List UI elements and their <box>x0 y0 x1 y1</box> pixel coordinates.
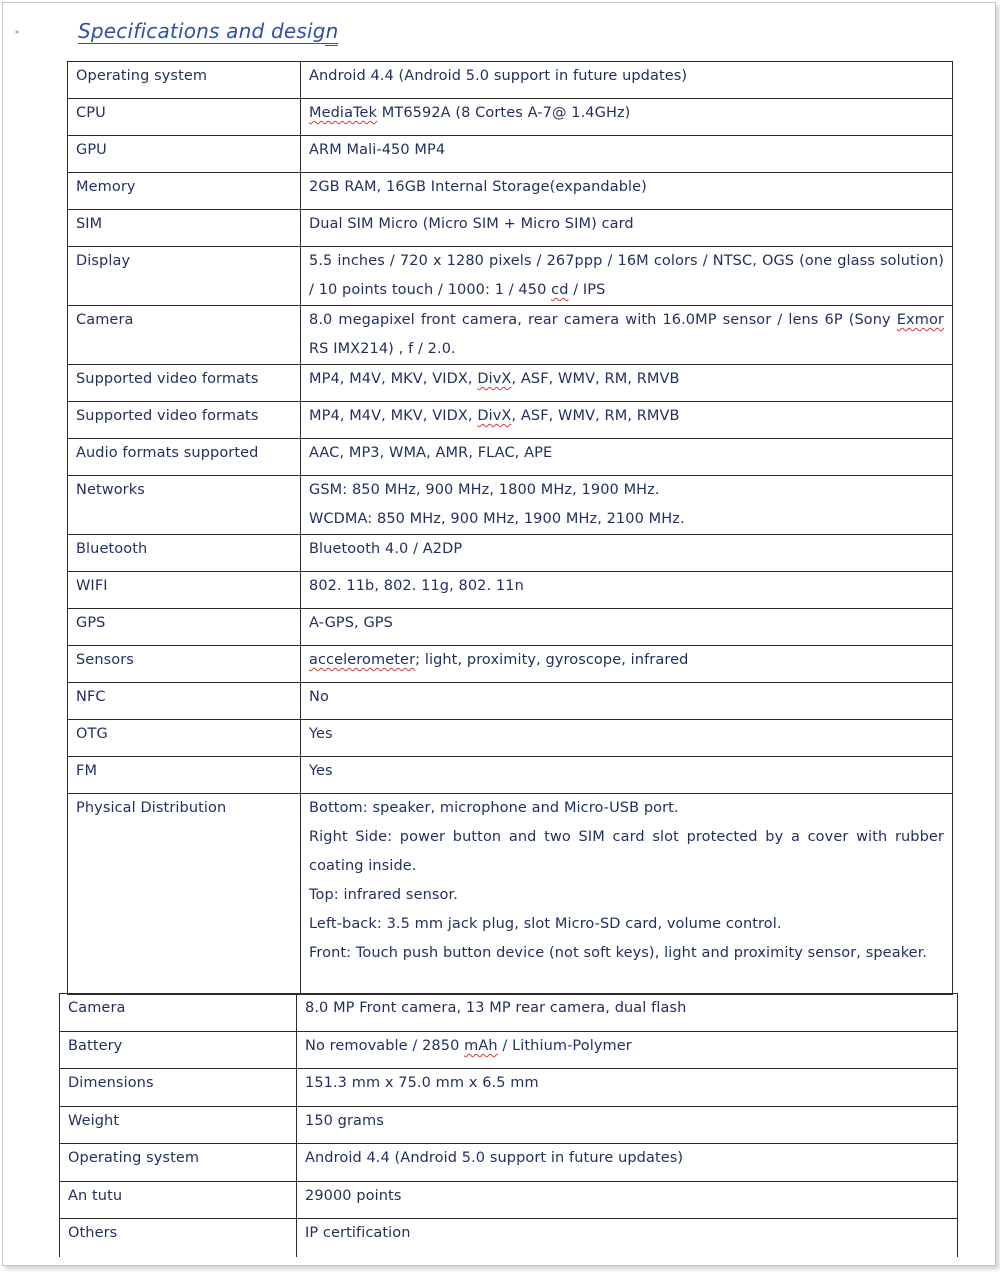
table-row <box>68 247 953 306</box>
spec-value <box>301 646 953 683</box>
title-underline <box>325 45 338 46</box>
spec-value <box>301 402 953 439</box>
spec-label: Networks <box>68 476 301 535</box>
spec-value-line: Front: Touch push button device (not soft keys), light and proximity sensor, speaker. <box>309 945 928 961</box>
spec-value: Yes <box>301 757 953 794</box>
table-row <box>60 1032 958 1069</box>
table-row <box>60 1107 958 1144</box>
spec-value-line: Bottom: speaker, microphone and Micro-USB port. <box>309 800 679 816</box>
table-row <box>60 1182 958 1219</box>
spec-label: NFC <box>68 683 301 720</box>
table-row <box>68 476 953 535</box>
spec-value-line: GSM: 850 MHz, 900 MHz, 1800 MHz, 1900 MHz. <box>309 482 660 498</box>
spec-label: Battery <box>60 1032 297 1069</box>
spec-value <box>301 306 953 365</box>
spell-flagged-word: mAh <box>464 1038 498 1054</box>
spec-value: Android 4.4 (Android 5.0 support in future updates) <box>301 62 953 99</box>
spec-value: No <box>301 683 953 720</box>
spec-value: Android 4.4 (Android 5.0 support in future updates) <box>297 1144 958 1182</box>
table-row <box>60 994 958 1032</box>
table-row <box>68 365 953 402</box>
spec-label: WIFI <box>68 572 301 609</box>
spec-label: CPU <box>68 99 301 136</box>
spell-flagged-word: cd <box>551 282 569 298</box>
spec-label: Memory <box>68 173 301 210</box>
spec-value-line: Right Side: power button and two SIM card slot protected by a cover with rubber coating inside. <box>309 829 944 874</box>
table-row <box>68 210 953 247</box>
table-row <box>68 99 953 136</box>
table-row <box>68 136 953 173</box>
table-row <box>68 720 953 757</box>
spec-value-line: WCDMA: 850 MHz, 900 MHz, 1900 MHz, 2100 MHz. <box>309 511 685 527</box>
spec-value: Yes <box>301 720 953 757</box>
page-title: Specifications and design <box>78 19 339 43</box>
spec-value: IP certification <box>297 1219 958 1257</box>
table-row <box>68 794 953 995</box>
table-row <box>68 572 953 609</box>
spec-label: Weight <box>60 1107 297 1144</box>
table-row <box>68 683 953 720</box>
spec-value: 150 grams <box>297 1107 958 1144</box>
spec-value-text: 8.0 megapixel front camera, rear camera with 16.0MP sensor / lens 6P (Sony <box>309 312 897 328</box>
spec-value: 802. 11b, 802. 11g, 802. 11n <box>301 572 953 609</box>
spec-label: Bluetooth <box>68 535 301 572</box>
spec-value-text: 5.5 inches / 720 x 1280 pixels / 267ppp / 16M colors / NTSC, OGS (one glass solution) / 10 points touch / 1000: 1 / 450 <box>309 253 944 298</box>
table-row <box>68 646 953 683</box>
table-row <box>68 306 953 365</box>
spec-value-text: No removable / 2850 <box>305 1038 465 1054</box>
spec-label: SIM <box>68 210 301 247</box>
spec-value: Dual SIM Micro (Micro SIM + Micro SIM) card <box>301 210 953 247</box>
spec-value: 2GB RAM, 16GB Internal Storage(expandable) <box>301 173 953 210</box>
spec-value-text: , ASF, WMV, RM, RMVB <box>511 371 680 387</box>
stray-mark: * <box>15 29 19 38</box>
spec-value <box>301 99 953 136</box>
spec-label: Operating system <box>68 62 301 99</box>
table-row <box>68 757 953 794</box>
spell-flagged-word: Exmor <box>896 312 944 328</box>
table-row <box>68 62 953 99</box>
spec-label: Audio formats supported <box>68 439 301 476</box>
spec-value-text: , ASF, WMV, RM, RMVB <box>511 408 680 424</box>
spec-value-text: MP4, M4V, MKV, VIDX, <box>309 408 478 424</box>
spec-value-text: MT6592A (8 Cortes A-7@ 1.4GHz) <box>377 105 631 121</box>
spec-value <box>297 1032 958 1069</box>
spell-flagged-word: accelerometer <box>309 652 416 668</box>
spec-value <box>301 794 953 995</box>
spec-value-text: RS IMX214) , f / 2.0. <box>309 341 456 357</box>
extra-spec-table <box>59 993 958 1257</box>
spec-value: 151.3 mm x 75.0 mm x 6.5 mm <box>297 1069 958 1107</box>
spec-label: Dimensions <box>60 1069 297 1107</box>
spec-value-line: Left-back: 3.5 mm jack plug, slot Micro-SD card, volume control. <box>309 916 782 932</box>
spec-label: OTG <box>68 720 301 757</box>
spec-value: Bluetooth 4.0 / A2DP <box>301 535 953 572</box>
spec-value-text: MP4, M4V, MKV, VIDX, <box>309 371 478 387</box>
spec-label: Display <box>68 247 301 306</box>
table-row <box>68 535 953 572</box>
spec-label: Supported video formats <box>68 402 301 439</box>
spec-value-text: / IPS <box>568 282 606 298</box>
table-row <box>60 1069 958 1107</box>
spec-value: ARM Mali-450 MP4 <box>301 136 953 173</box>
spec-label: GPS <box>68 609 301 646</box>
spec-value-text: ; light, proximity, gyroscope, infrared <box>415 652 689 668</box>
spec-value-line: Top: infrared sensor. <box>309 887 458 903</box>
spec-table <box>67 61 953 995</box>
spec-label: Physical Distribution <box>68 794 301 995</box>
spec-value: 8.0 MP Front camera, 13 MP rear camera, dual flash <box>297 994 958 1032</box>
table-row <box>68 439 953 476</box>
spec-label: Others <box>60 1219 297 1257</box>
table-row <box>68 609 953 646</box>
spec-value: A-GPS, GPS <box>301 609 953 646</box>
table-row <box>60 1219 958 1257</box>
spec-label: FM <box>68 757 301 794</box>
spec-label: Operating system <box>60 1144 297 1182</box>
spec-value <box>301 476 953 535</box>
spell-flagged-word: DivX <box>477 371 512 387</box>
spec-label: Sensors <box>68 646 301 683</box>
table-row <box>60 1144 958 1182</box>
spell-flagged-word: MediaTek <box>309 105 378 121</box>
spec-label: GPU <box>68 136 301 173</box>
spec-label: Camera <box>68 306 301 365</box>
spec-value <box>301 247 953 306</box>
spec-value-text: / Lithium-Polymer <box>497 1038 632 1054</box>
spec-value <box>301 365 953 402</box>
spec-value: 29000 points <box>297 1182 958 1219</box>
spec-label: Supported video formats <box>68 365 301 402</box>
spec-label: Camera <box>60 994 297 1032</box>
spell-flagged-word: DivX <box>477 408 512 424</box>
table-row <box>68 173 953 210</box>
spec-label: An tutu <box>60 1182 297 1219</box>
table-row <box>68 402 953 439</box>
spec-value: AAC, MP3, WMA, AMR, FLAC, APE <box>301 439 953 476</box>
